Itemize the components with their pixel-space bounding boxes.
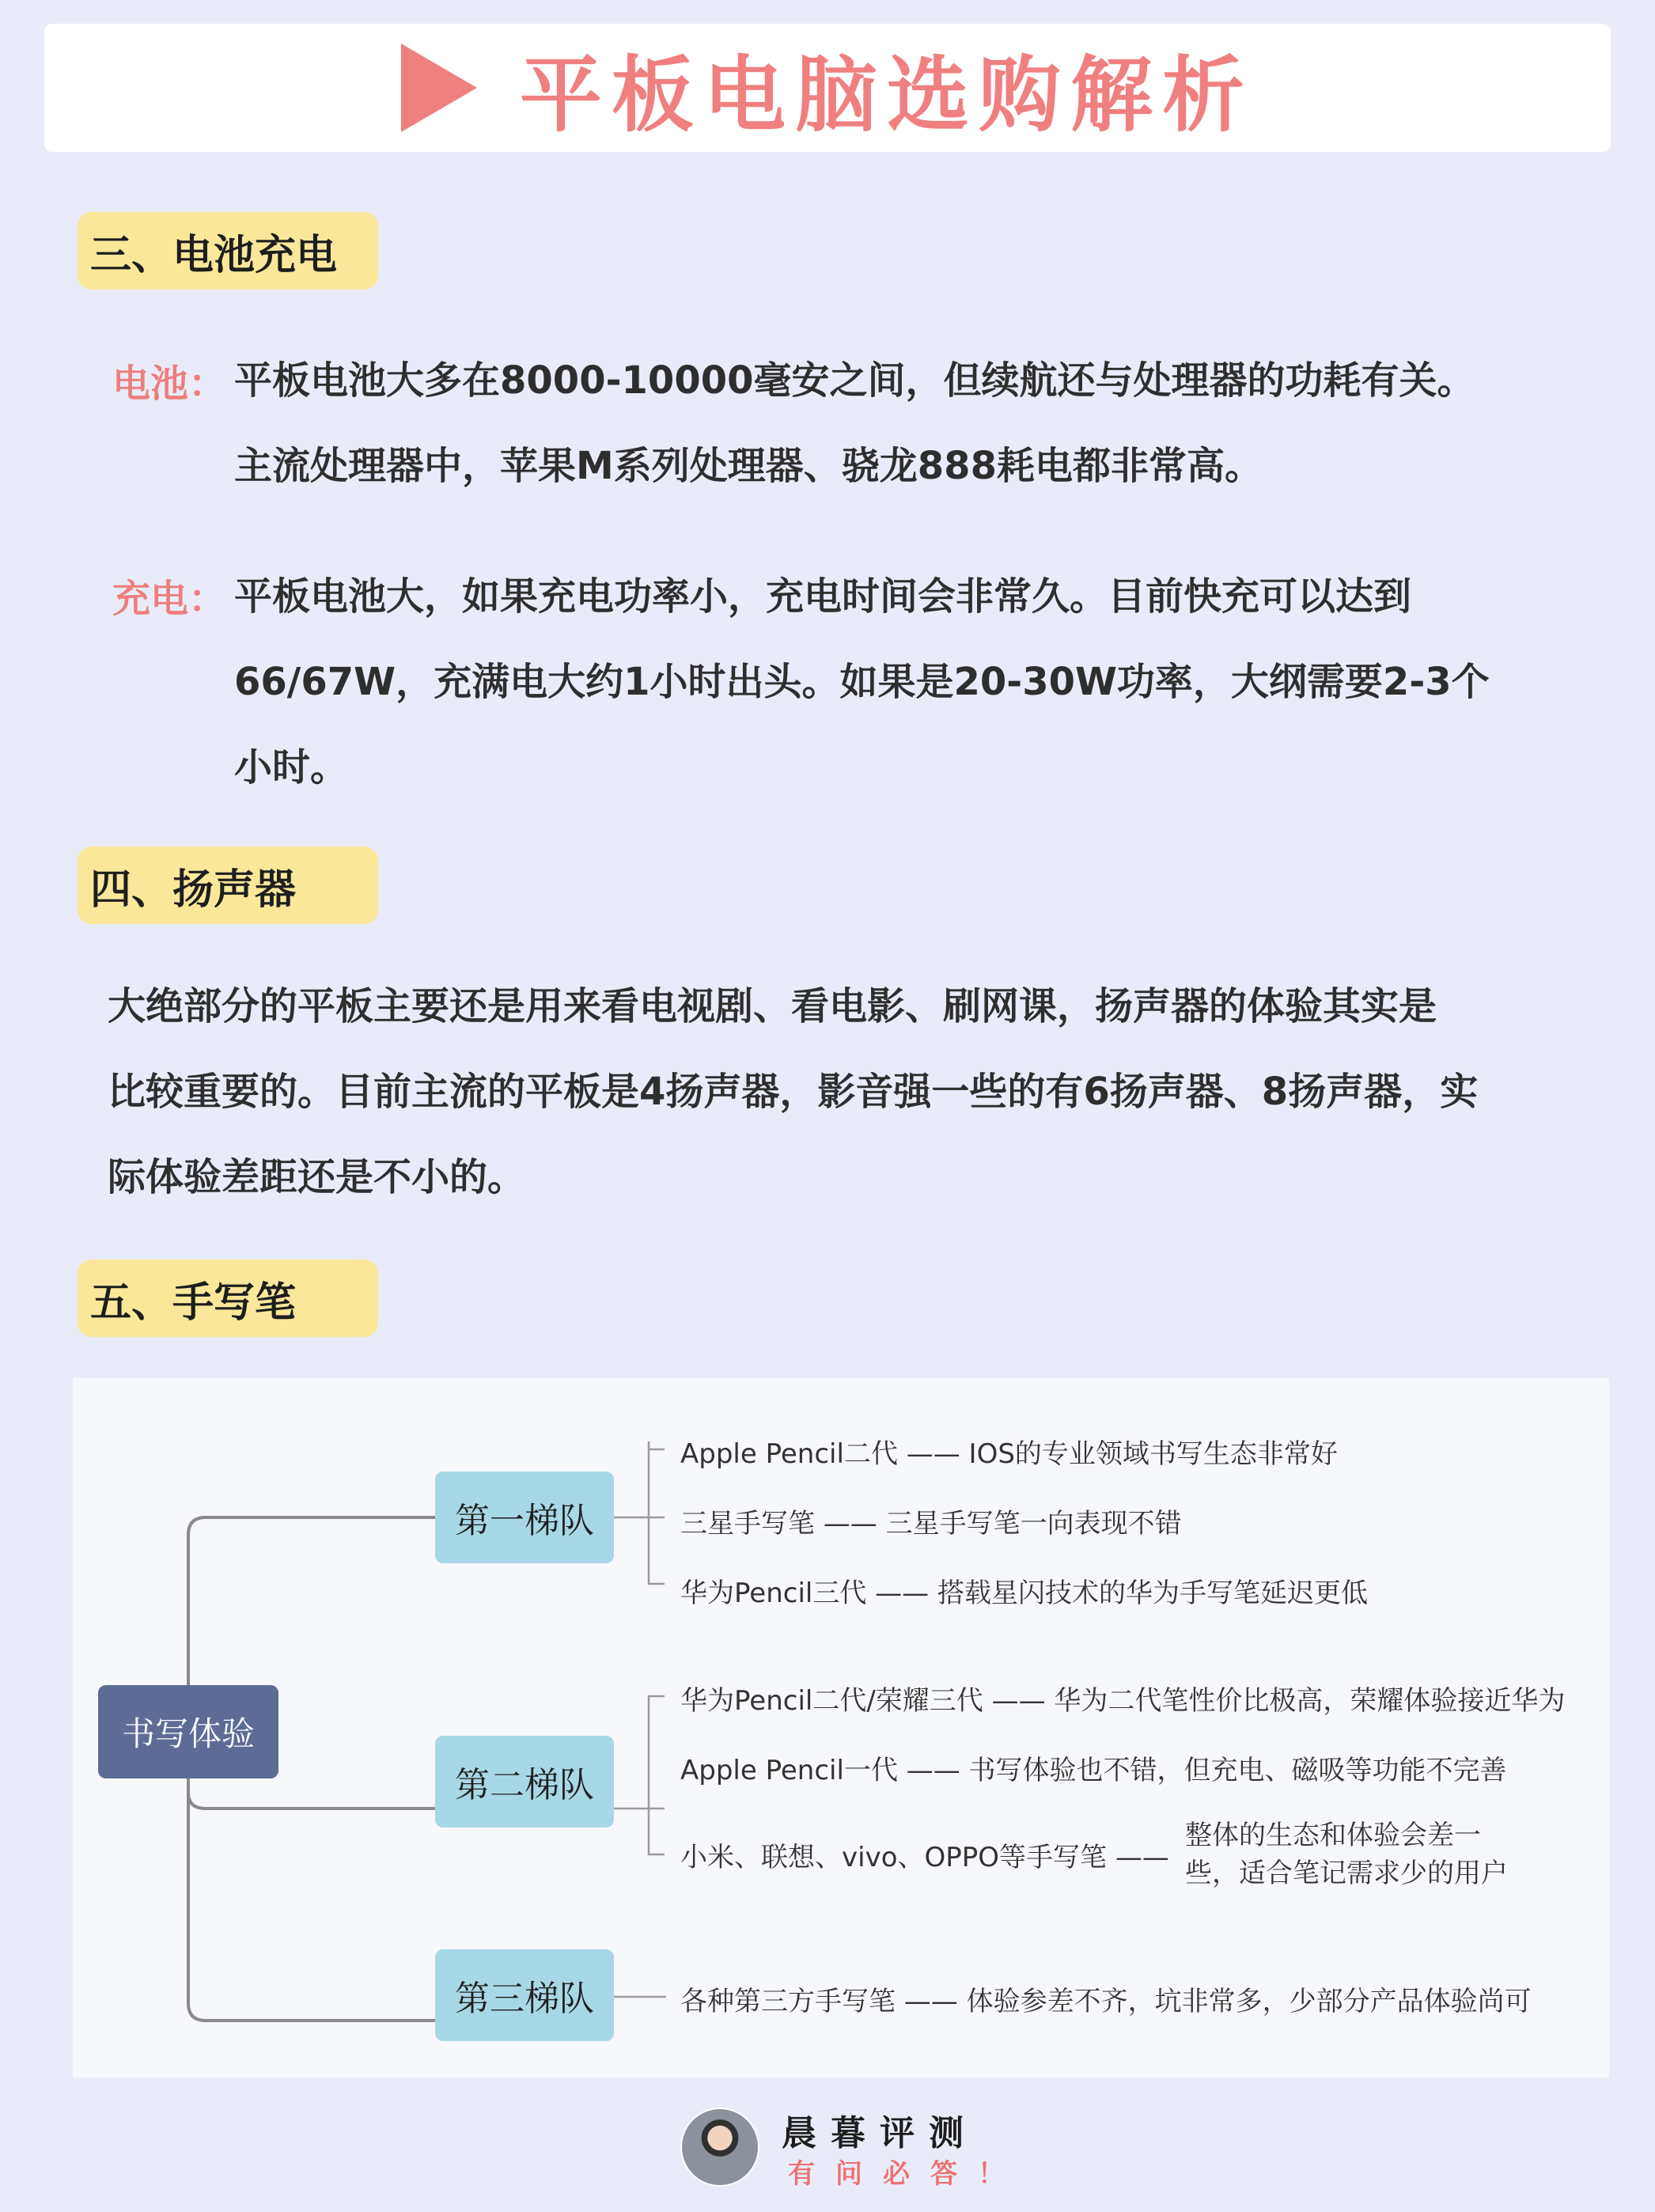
stylus-mindmap xyxy=(73,1378,1609,2078)
tier-2-node: 第二梯队 xyxy=(435,1736,614,1828)
speaker-text xyxy=(108,964,1478,1220)
battery-text xyxy=(234,338,1475,509)
battery-line-1: 平板电池大多在8000-10000毫安之间，但续航还与处理器的功耗有关。 xyxy=(234,358,1475,403)
battery-label: 电池： xyxy=(112,362,227,406)
tier-2-item-1: 华为Pencil二代/荣耀三代 —— 华为二代笔性价比极高，荣耀体验接近华为 xyxy=(680,1685,1566,1717)
battery-line-2: 主流处理器中，苹果M系列处理器、骁龙888耗电都非常高。 xyxy=(234,444,1263,488)
tier-2-item-2: Apple Pencil一代 —— 书写体验也不错，但充电、磁吸等功能不完善 xyxy=(680,1755,1507,1786)
speaker-line-2: 比较重要的。目前主流的平板是4扬声器，影音强一些的有6扬声器、8扬声器，实 xyxy=(108,1070,1479,1114)
tier-2-item-3: 小米、联想、vivo、OPPO等手写笔 —— xyxy=(680,1842,1169,1873)
speaker-line-3: 际体验差距还是不小的。 xyxy=(108,1155,526,1199)
mindmap-connectors xyxy=(73,1378,1609,2078)
brand-slogan: 有问必答！ xyxy=(788,2158,1025,2190)
charge-line-3: 小时。 xyxy=(234,745,349,790)
tier-1-node: 第一梯队 xyxy=(435,1472,614,1563)
charge-line-2: 66/67W，充满电大约1小时出头。如果是20-30W功率，大纲需要2-3个 xyxy=(234,660,1490,704)
tier-1-item-3: 华为Pencil三代 —— 搭载星闪技术的华为手写笔延迟更低 xyxy=(680,1578,1368,1609)
tier-3-item-1: 各种第三方手写笔 —— 体验参差不齐，坑非常多，少部分产品体验尚可 xyxy=(680,1986,1532,2017)
charge-text xyxy=(234,554,1490,810)
brand-name: 晨暮评测 xyxy=(782,2113,978,2153)
tier-2-item-3-note-line-1: 整体的生态和体验会差一 xyxy=(1185,1820,1481,1851)
tier-2-item-3-note xyxy=(1185,1816,1508,1892)
speaker-line-1: 大绝部分的平板主要还是用来看电视剧、看电影、刷网课，扬声器的体验其实是 xyxy=(108,984,1437,1028)
section-heading-stylus: 五、手写笔 xyxy=(78,1259,378,1337)
play-triangle-icon xyxy=(401,44,477,132)
tier-2-item-3-note-line-2: 些，适合笔记需求少的用户 xyxy=(1185,1858,1508,1889)
page-title: 平板电脑选购解析 xyxy=(519,47,1254,143)
tier-1-item-1: Apple Pencil二代 —— IOS的专业领域书写生态非常好 xyxy=(680,1438,1338,1470)
avatar xyxy=(680,2108,759,2187)
charge-label: 充电： xyxy=(112,577,227,621)
charge-line-1: 平板电池大，如果充电功率小，充电时间会非常久。目前快充可以达到 xyxy=(234,574,1412,619)
section-heading-battery: 三、电池充电 xyxy=(78,212,378,290)
section-heading-speaker: 四、扬声器 xyxy=(78,847,378,924)
mindmap-root-node: 书写体验 xyxy=(98,1685,278,1778)
title-banner xyxy=(44,24,1611,152)
tier-3-node: 第三梯队 xyxy=(435,1949,614,2041)
tier-1-item-2: 三星手写笔 —— 三星手写笔一向表现不错 xyxy=(680,1508,1182,1540)
